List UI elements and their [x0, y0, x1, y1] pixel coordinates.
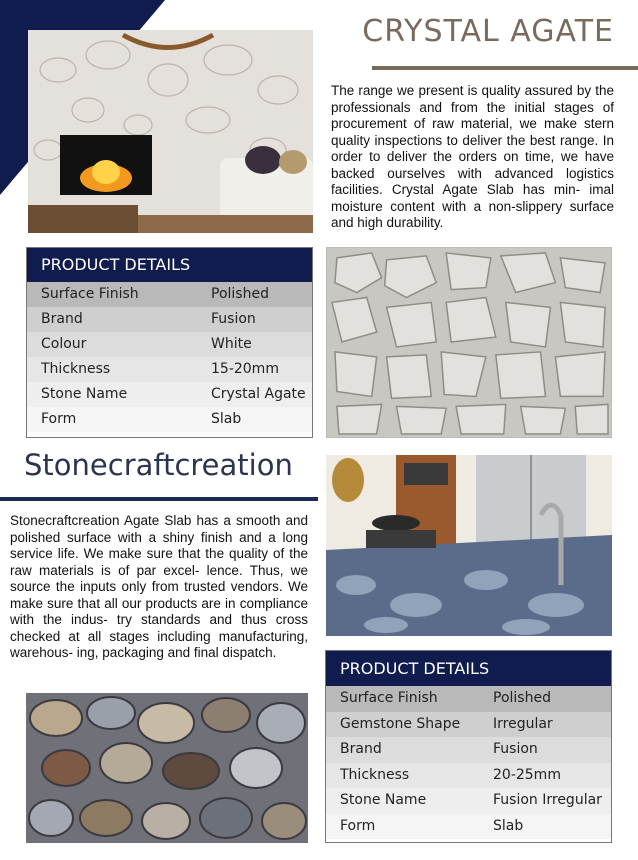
table-row [326, 737, 611, 763]
row-key: Colour [41, 336, 87, 352]
row-value: Fusion [493, 741, 538, 757]
table-row [27, 407, 312, 432]
row-value: Fusion [211, 311, 256, 327]
brand-paragraph: Stonecraftcreation Agate Slab has a smooth and polished surface with a shiny finish and a long service life. We make sure that the quality of the raw materials is of par excel- lence. Thus, we source the inputs only from trusted vendors. We make sure that all our products are in compliance with the indus- try standards and thus cross checked at all stages including manufacturing, warehous- ing, packaging and final dispatch. [10, 513, 308, 660]
brand-heading: Stonecraftcreation [24, 448, 293, 482]
row-key: Surface Finish [41, 286, 139, 302]
row-key: Form [340, 817, 376, 834]
intro-paragraph: The range we present is quality assured by the professionals and from the initial stages of procurement of raw material, we make stern quality inspections to deliver the best range. In order to deliver the orders on time, we have backed ourselves with advanced logistics facilities. Crystal Agate Slab has min- imal moisture content with a non-slippery surface and high durability. [331, 83, 614, 230]
product-details-table-1 [26, 247, 313, 438]
row-key: Stone Name [41, 386, 128, 402]
product-details-header: PRODUCT DETAILS [326, 651, 611, 686]
product-details-table-2 [325, 650, 612, 843]
row-key: Stone Name [340, 792, 427, 808]
row-value: Irregular [493, 715, 553, 732]
title-divider [372, 66, 638, 70]
row-key: Gemstone Shape [340, 715, 461, 732]
table-row [27, 282, 312, 307]
row-key: Form [41, 411, 77, 427]
table-row [27, 382, 312, 407]
table-row [27, 357, 312, 382]
product-details-header: PRODUCT DETAILS [27, 248, 312, 282]
row-value: White [211, 336, 252, 352]
row-value: Polished [493, 690, 551, 706]
living-room-photo [28, 30, 313, 233]
table-row [326, 763, 611, 789]
row-key: Surface Finish [340, 690, 438, 706]
row-value: Polished [211, 286, 269, 302]
row-value: Fusion Irregular [493, 792, 602, 808]
row-key: Brand [340, 741, 382, 757]
row-value: Crystal Agate [211, 386, 306, 402]
table-row [326, 788, 611, 814]
row-key: Thickness [41, 361, 111, 377]
table-row [326, 712, 611, 738]
table-row [27, 332, 312, 357]
table-row [326, 686, 611, 712]
agate-closeup-photo [26, 693, 308, 843]
table-row [27, 307, 312, 332]
brand-divider [0, 497, 318, 501]
row-value: Slab [211, 411, 242, 427]
page-title: CRYSTAL AGATE [362, 14, 614, 49]
row-value: 15-20mm [211, 361, 279, 377]
row-value: Slab [493, 817, 524, 834]
row-value: 20-25mm [493, 766, 561, 783]
row-key: Brand [41, 311, 83, 327]
row-key: Thickness [340, 766, 410, 783]
agate-slab-photo [326, 247, 612, 438]
table-row [326, 814, 611, 840]
kitchen-countertop-photo [326, 455, 612, 636]
